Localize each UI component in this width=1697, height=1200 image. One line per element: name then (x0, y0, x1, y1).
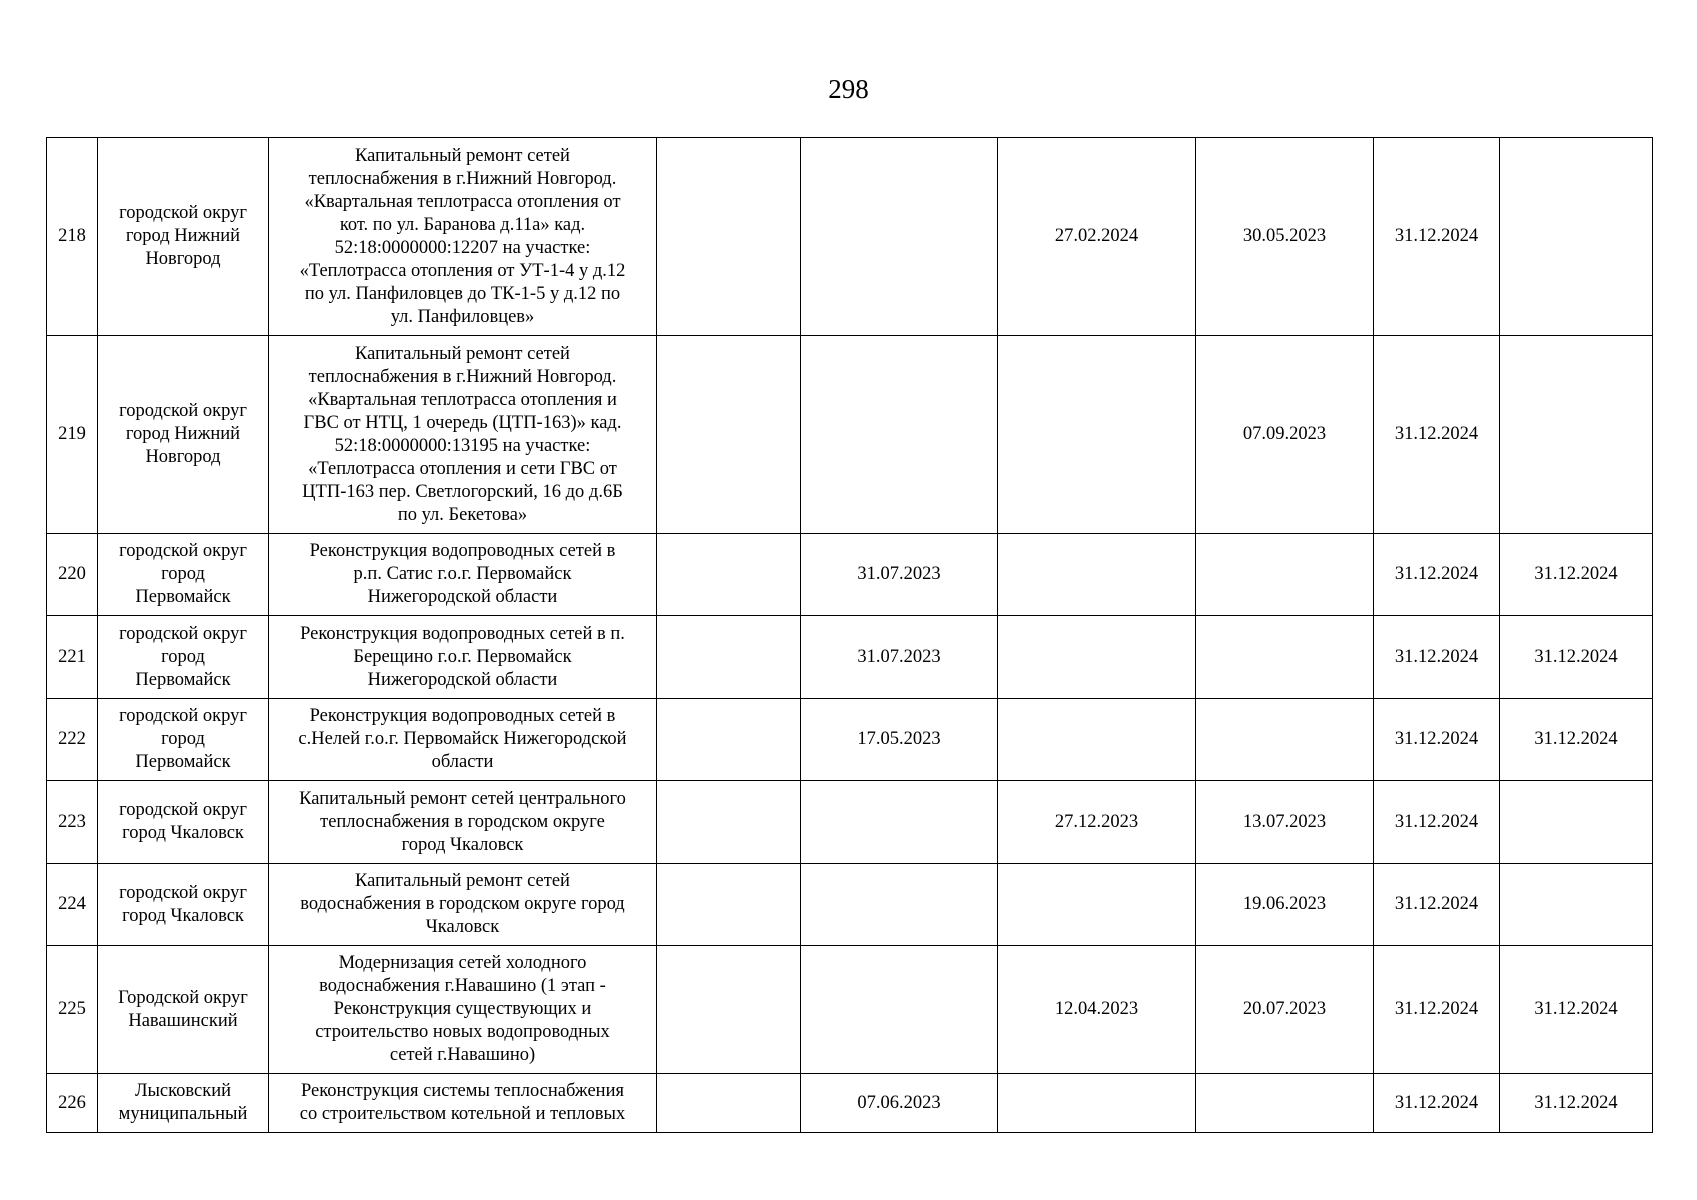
date-cell (1196, 1074, 1374, 1133)
description-line: Нижегородской области (367, 669, 558, 690)
date-cell: 13.07.2023 (1196, 781, 1374, 864)
table-row (47, 699, 1653, 781)
row-number-cell: 222 (47, 699, 98, 781)
table-row (47, 336, 1653, 534)
description-line: Реконструкция существующих и (333, 999, 592, 1019)
municipality-line: Новгород (145, 249, 221, 269)
description-line: кот. по ул. Баранова д.11а» кад. (339, 214, 586, 235)
empty-cell (657, 864, 801, 946)
date-cell (1500, 336, 1653, 534)
empty-cell (657, 534, 801, 616)
date-cell: 31.12.2024 (1374, 1074, 1500, 1133)
description-line: Капитальный ремонт сетей (355, 343, 570, 364)
description-line: со строительством котельной и тепловых (299, 1104, 626, 1124)
description-cell (269, 1074, 657, 1133)
municipality-line: город Нижний (125, 226, 241, 246)
empty-cell (657, 781, 801, 864)
description-line: теплоснабжения в городском округе (320, 811, 605, 832)
date-cell (801, 864, 998, 946)
municipality-cell (98, 616, 269, 699)
table-row (47, 616, 1653, 699)
date-cell: 31.12.2024 (1500, 534, 1653, 616)
municipality-line: городской округ (119, 706, 247, 726)
date-cell (801, 946, 998, 1074)
description-cell (269, 616, 657, 699)
description-line: ЦТП-163 пер. Светлогорский, 16 до д.6Б (302, 481, 623, 502)
date-cell (998, 1074, 1196, 1133)
municipality-line: город Чкаловск (122, 905, 244, 926)
municipality-line: городской округ (119, 401, 247, 421)
date-cell (1500, 864, 1653, 946)
description-line: Реконструкция водопроводных сетей в п. (300, 623, 625, 644)
date-cell: 17.05.2023 (801, 699, 998, 781)
municipality-line: городской округ (119, 623, 247, 644)
description-line: Чкаловск (425, 917, 500, 937)
description-line: 52:18:0000000:13195 на участке: (334, 435, 591, 456)
municipality-line: город (161, 729, 205, 749)
row-number-cell: 221 (47, 616, 98, 699)
description-line: по ул. Панфиловцев до ТК-1-5 у д.12 по (304, 283, 621, 304)
municipality-line: город Нижний (125, 424, 241, 444)
description-line: строительство новых водопроводных (315, 1022, 610, 1042)
empty-cell (657, 336, 801, 534)
description-line: теплоснабжения в г.Нижний Новгород. (308, 168, 617, 189)
date-cell (998, 534, 1196, 616)
page-number: 298 (828, 74, 869, 104)
municipality-line: Навашинский (128, 1010, 238, 1031)
description-cell (269, 534, 657, 616)
description-line: город Чкаловск (401, 834, 524, 855)
description-line: водоснабжения г.Навашино (1 этап - (319, 976, 606, 996)
municipality-line: Новгород (145, 447, 221, 467)
description-line: Реконструкция водопроводных сетей в (309, 706, 616, 726)
municipality-cell (98, 946, 269, 1074)
date-cell: 31.07.2023 (801, 616, 998, 699)
date-cell: 07.09.2023 (1196, 336, 1374, 534)
description-cell (269, 781, 657, 864)
municipality-cell (98, 1074, 269, 1133)
municipality-cell (98, 138, 269, 336)
description-line: 52:18:0000000:12207 на участке: (334, 237, 591, 258)
row-number-cell: 225 (47, 946, 98, 1074)
municipality-line: Лысковский (134, 1081, 232, 1101)
date-cell: 20.07.2023 (1196, 946, 1374, 1074)
date-cell: 27.02.2024 (998, 138, 1196, 336)
municipality-cell (98, 699, 269, 781)
date-cell: 31.12.2024 (1374, 336, 1500, 534)
date-cell (998, 864, 1196, 946)
description-line: Капитальный ремонт сетей (355, 871, 570, 891)
date-cell: 19.06.2023 (1196, 864, 1374, 946)
date-cell (998, 616, 1196, 699)
description-line: с.Нелей г.о.г. Первомайск Нижегородской (298, 729, 627, 749)
description-line: «Квартальная теплотрасса отопления и (308, 389, 617, 410)
table-row (47, 534, 1653, 616)
date-cell (1196, 616, 1374, 699)
table-row (47, 1074, 1653, 1133)
date-cell (1500, 138, 1653, 336)
date-cell: 31.12.2024 (1374, 138, 1500, 336)
date-cell: 31.12.2024 (1500, 699, 1653, 781)
description-cell (269, 336, 657, 534)
description-line: ГВС от НТЦ, 1 очередь (ЦТП-163)» кад. (303, 412, 622, 433)
description-line: Нижегородской области (367, 587, 558, 607)
description-line: р.п. Сатис г.о.г. Первомайск (353, 564, 572, 584)
date-cell: 31.12.2024 (1374, 864, 1500, 946)
description-line: Реконструкция водопроводных сетей в (309, 541, 616, 561)
row-number-cell: 220 (47, 534, 98, 616)
date-cell (1196, 699, 1374, 781)
municipality-line: Первомайск (135, 669, 231, 690)
date-cell: 31.12.2024 (1374, 946, 1500, 1074)
table-body (47, 138, 1653, 1133)
description-line: сетей г.Навашино) (389, 1045, 536, 1065)
description-cell (269, 864, 657, 946)
date-cell: 31.12.2024 (1374, 616, 1500, 699)
table-row (47, 138, 1653, 336)
description-line: «Теплотрасса отопления и сети ГВС от (308, 458, 617, 479)
program-table (46, 137, 1653, 1133)
row-number-cell: 223 (47, 781, 98, 864)
date-cell: 12.04.2023 (998, 946, 1196, 1074)
empty-cell (657, 616, 801, 699)
empty-cell (657, 946, 801, 1074)
date-cell: 31.12.2024 (1374, 534, 1500, 616)
empty-cell (657, 699, 801, 781)
date-cell (801, 336, 998, 534)
description-cell (269, 946, 657, 1074)
description-line: теплоснабжения в г.Нижний Новгород. (308, 366, 617, 387)
row-number-cell: 218 (47, 138, 98, 336)
description-line: ул. Панфиловцев» (390, 306, 535, 327)
municipality-line: городской округ (119, 800, 247, 820)
municipality-line: городской округ (119, 541, 247, 561)
description-line: области (431, 752, 494, 772)
description-line: «Квартальная теплотрасса отопления от (304, 191, 621, 212)
date-cell (1196, 534, 1374, 616)
date-cell (1500, 781, 1653, 864)
municipality-line: Городской округ (118, 987, 248, 1008)
date-cell: 31.07.2023 (801, 534, 998, 616)
description-line: водоснабжения в городском округе город (300, 894, 625, 914)
date-cell: 30.05.2023 (1196, 138, 1374, 336)
description-line: по ул. Бекетова» (397, 504, 528, 525)
municipality-cell (98, 864, 269, 946)
municipality-line: город Чкаловск (122, 823, 244, 843)
description-line: Реконструкция системы теплоснабжения (300, 1081, 624, 1101)
municipality-line: муниципальный (118, 1104, 248, 1124)
date-cell: 31.12.2024 (1374, 699, 1500, 781)
empty-cell (657, 1074, 801, 1133)
date-cell: 07.06.2023 (801, 1074, 998, 1133)
municipality-cell (98, 781, 269, 864)
description-line: Модернизация сетей холодного (338, 953, 587, 973)
date-cell: 31.12.2024 (1500, 1074, 1653, 1133)
row-number-cell: 219 (47, 336, 98, 534)
description-line: Капитальный ремонт сетей центрального (299, 788, 626, 809)
description-line: Капитальный ремонт сетей (355, 145, 570, 166)
table-row (47, 946, 1653, 1074)
date-cell (801, 781, 998, 864)
municipality-cell (98, 336, 269, 534)
municipality-line: городской округ (119, 882, 247, 903)
municipality-line: Первомайск (135, 587, 231, 607)
date-cell (998, 699, 1196, 781)
table-row (47, 864, 1653, 946)
date-cell: 31.12.2024 (1374, 781, 1500, 864)
date-cell: 27.12.2023 (998, 781, 1196, 864)
description-cell (269, 138, 657, 336)
municipality-line: город (161, 646, 205, 667)
municipality-line: город (161, 564, 205, 584)
municipality-line: городской округ (119, 203, 247, 223)
description-line: Берещино г.о.г. Первомайск (353, 646, 572, 667)
date-cell: 31.12.2024 (1500, 616, 1653, 699)
date-cell (801, 138, 998, 336)
date-cell (998, 336, 1196, 534)
row-number-cell: 226 (47, 1074, 98, 1133)
empty-cell (657, 138, 801, 336)
municipality-cell (98, 534, 269, 616)
description-line: «Теплотрасса отопления от УТ-1-4 у д.12 (299, 260, 626, 281)
municipality-line: Первомайск (135, 752, 231, 772)
row-number-cell: 224 (47, 864, 98, 946)
table-row (47, 781, 1653, 864)
date-cell: 31.12.2024 (1500, 946, 1653, 1074)
description-cell (269, 699, 657, 781)
